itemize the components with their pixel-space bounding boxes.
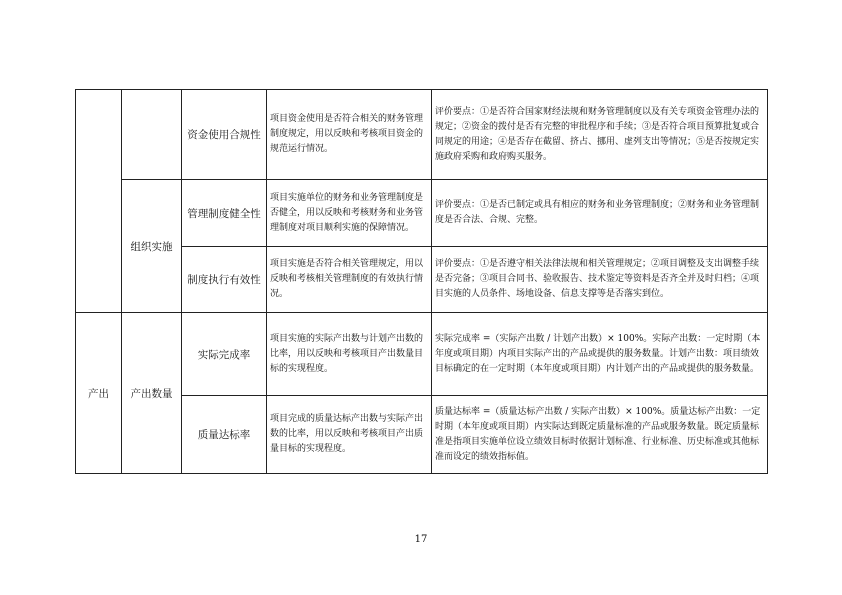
indicator-description: 项目实施是否符合相关管理规定，用以反映和考核相关管理制度的有效执行情况。 xyxy=(267,247,432,313)
level1-cell: 产出 xyxy=(76,313,122,474)
indicator-name: 管理制度健全性 xyxy=(182,180,267,247)
indicator-criteria: 评价要点：①是否符合国家财经法规和财务管理制度以及有关专项资金管理办法的规定；②资金的拨付是否有完整的审批程序和手续；③是否符合项目预算批复或合同规定的用途；④是否存在截留、挤占、挪用、虚列支出等情况；⑤是否按规定实施政府采购和政府购买服务。 xyxy=(432,90,768,180)
indicator-criteria: 评价要点：①是否遵守相关法律法规和相关管理规定；②项目调整及支出调整手续是否完备；③项目合同书、验收报告、技术鉴定等资料是否齐全并及时归档；④项目实施的人员条件、场地设备、信息支撑等是否落实到位。 xyxy=(432,247,768,313)
table-row xyxy=(76,313,768,396)
indicator-description: 项目资金使用是否符合相关的财务管理制度规定，用以反映和考核项目资金的规范运行情况。 xyxy=(267,90,432,180)
indicator-name: 制度执行有效性 xyxy=(182,247,267,313)
indicator-name: 质量达标率 xyxy=(182,396,267,474)
indicator-table xyxy=(75,89,768,474)
level2-cell: 产出数量 xyxy=(122,313,182,474)
level2-cell: 组织实施 xyxy=(122,180,182,313)
level2-cell xyxy=(122,90,182,180)
indicator-description: 项目实施的实际产出数与计划产出数的比率，用以反映和考核项目产出数量目标的实现程度。 xyxy=(267,313,432,396)
indicator-name: 实际完成率 xyxy=(182,313,267,396)
table-row xyxy=(76,180,768,247)
page-number: 17 xyxy=(414,534,428,545)
indicator-criteria: 实际完成率 =（实际产出数 / 计划产出数）× 100%。实际产出数：一定时期（本年度或项目期）内项目实际产出的产品或提供的服务数量。计划产出数：项目绩效目标确定的在一定时期（本年度或项目期）内计划产出的产品或提供的服务数量。 xyxy=(432,313,768,396)
level1-cell xyxy=(76,90,122,313)
indicator-name: 资金使用合规性 xyxy=(182,90,267,180)
indicator-description: 项目完成的质量达标产出数与实际产出数的比率，用以反映和考核项目产出质量目标的实现程度。 xyxy=(267,396,432,474)
indicator-description: 项目实施单位的财务和业务管理制度是否健全，用以反映和考核财务和业务管理制度对项目顺利实施的保障情况。 xyxy=(267,180,432,247)
indicator-criteria: 评价要点：①是否已制定或具有相应的财务和业务管理制度；②财务和业务管理制度是否合法、合规、完整。 xyxy=(432,180,768,247)
table-row xyxy=(76,90,768,180)
indicator-criteria: 质量达标率 =（质量达标产出数 / 实际产出数）× 100%。质量达标产出数：一定时期（本年度或项目期）内实际达到既定质量标准的产品或服务数量。既定质量标准是指项目实施单位设立绩效目标时依据计划标准、行业标准、历史标准或其他标准而设定的绩效指标值。 xyxy=(432,396,768,474)
